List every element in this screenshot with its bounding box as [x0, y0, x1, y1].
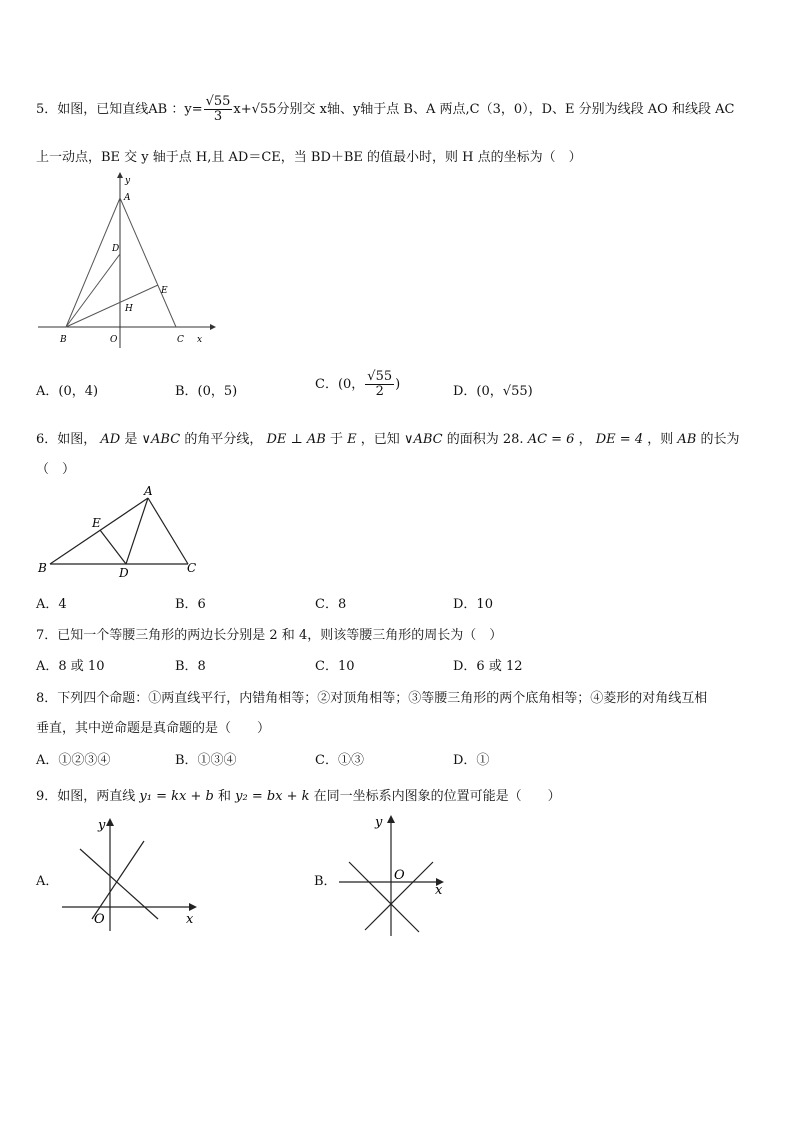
q6-text-7: ， [578, 432, 592, 447]
q5-label-o: O [110, 335, 118, 345]
q6-text-1: 6．如图， [36, 432, 97, 447]
q5-line2: 上一动点，BE 交 y 轴于点 H,且 AD＝CE，当 BD＋BE 的值最小时，则 H 点的坐标为（ ） [36, 150, 582, 165]
q6-label-e: E [92, 516, 101, 530]
q5-line1 [36, 95, 734, 124]
q6-text-4: 于 [329, 432, 343, 447]
q5-option-c-num: √55 [367, 369, 393, 384]
q6-math-5: ∨ABC [403, 432, 443, 447]
q5-option-b: B．(0，5) [175, 384, 238, 399]
q6-text-8: ，则 [647, 432, 674, 447]
q6-label-d: D [119, 566, 129, 580]
q6-text-6: 的面积为 28. [446, 432, 524, 447]
q5-segment-be [66, 285, 158, 327]
q9-figure-b [335, 810, 455, 940]
q6-label-c: C [187, 561, 197, 575]
q6-label-b: B [38, 561, 47, 575]
q9-math-1: y₁ = kx + b [139, 789, 214, 804]
q5-label-a: A [124, 193, 131, 203]
q9a-label-y: y [98, 818, 106, 833]
q6-text-3: 的角平分线， [184, 432, 263, 447]
q9a-line-1 [80, 849, 158, 919]
q5-label-b: B [60, 335, 67, 345]
q6-text-2: 是 [124, 432, 138, 447]
q9-text-2: 和 [217, 789, 231, 804]
q7-text: 7．已知一个等腰三角形的两边长分别是 2 和 4，则该等腰三角形的周长为（ ） [36, 628, 503, 643]
q6-option-b: B．6 [175, 597, 206, 612]
q5-sqrt: √55 [251, 102, 277, 117]
q7-option-a: A．8 或 10 [36, 659, 105, 674]
q6-math-2: ∨ABC [141, 432, 181, 447]
q5-option-a: A．(0，4) [36, 384, 99, 399]
q5-line1-mid: x+ [233, 102, 252, 117]
q5-option-d-sqrt: √55 [502, 384, 528, 399]
q5-label-c: C [177, 335, 184, 345]
q5-option-d [453, 380, 533, 399]
q5-fraction [204, 95, 233, 124]
q5-segment-bd [66, 254, 120, 327]
q9-text-3: 在同一坐标系内图象的位置可能是（ ） [313, 789, 561, 804]
q5-option-d-suffix: ) [527, 384, 533, 399]
q5-segment-ab [66, 198, 120, 327]
q5-label-d: D [112, 244, 120, 254]
q9-option-a: A． [36, 874, 59, 889]
q7-option-b: B．8 [175, 659, 206, 674]
q8-option-d: D．① [453, 753, 490, 768]
q6-line2: （ ） [36, 462, 76, 477]
q5-option-c [315, 370, 400, 399]
q6-math-1: AD [100, 432, 121, 447]
q5-line1-prefix: 5．如图，已知直线AB ：y= [36, 102, 203, 117]
q8-line1: 8．下列四个命题：①两直线平行，内错角相等；②对顶角相等；③等腰三角形的两个底角相等；④菱形的对角线互相 [36, 691, 708, 706]
q5-option-c-suffix: ) [395, 377, 401, 392]
q9b-label-o: O [394, 868, 405, 883]
q6-math-4: E [347, 432, 357, 447]
q9-option-b: B． [314, 874, 337, 889]
q6-math-3: DE ⊥ AB [266, 432, 326, 447]
q9b-y-arrow [387, 815, 395, 823]
q9-text-1: 9．如图，两直线 [36, 789, 136, 804]
q6-segment-ad [126, 498, 148, 564]
q9-line [36, 785, 561, 804]
q9-math-2: y₂ = bx + k [235, 789, 310, 804]
q7-option-c: C．10 [315, 659, 355, 674]
q6-segment-de [100, 530, 126, 564]
q5-figure [34, 170, 224, 350]
q6-figure [34, 480, 204, 580]
q5-label-e: E [161, 286, 168, 296]
q9-figure-a [58, 815, 203, 940]
q5-label-h: H [125, 304, 133, 314]
q5-option-c-den: 2 [375, 384, 384, 399]
q5-x-arrow [210, 324, 216, 330]
q6-math-6: AC = 6 [527, 432, 575, 447]
q9a-label-o: O [94, 912, 105, 927]
q6-math-7: DE = 4 [595, 432, 644, 447]
q6-line1 [36, 428, 740, 447]
q9b-line-1 [349, 862, 419, 932]
q6-segment-ba [50, 498, 148, 564]
q6-option-c: C．8 [315, 597, 347, 612]
q6-label-a: A [144, 484, 153, 498]
q8-line2: 垂直，其中逆命题是真命题的是（ ） [36, 721, 271, 736]
q6-segment-ac [148, 498, 188, 564]
q9a-x-arrow [189, 903, 197, 911]
q5-option-d-prefix: D．(0， [453, 384, 503, 399]
q5-option-c-fraction [365, 370, 394, 399]
q5-option-c-prefix: C．(0， [315, 377, 365, 392]
q8-option-b: B．①③④ [175, 753, 237, 768]
q9b-label-y: y [375, 815, 383, 830]
q6-text-5: ，已知 [360, 432, 400, 447]
q8-option-a: A．①②③④ [36, 753, 111, 768]
q6-math-8: AB [677, 432, 697, 447]
q6-text-9: 的长为 [700, 432, 740, 447]
q7-option-d: D．6 或 12 [453, 659, 523, 674]
q5-line1-suffix: 分别交 x轴、y轴于点 B、A 两点,C（3，0），D、E 分别为线段 AO 和线段 AC [276, 102, 735, 117]
q9a-y-arrow [106, 818, 114, 826]
q9b-label-x: x [435, 883, 443, 898]
q5-frac-den: 3 [213, 109, 223, 124]
q6-option-a: A．4 [36, 597, 67, 612]
q5-frac-num: √55 [205, 94, 231, 109]
q9a-label-x: x [186, 912, 194, 927]
q5-y-arrow [117, 172, 123, 178]
q5-label-y: y [125, 176, 131, 186]
q5-label-x: x [197, 335, 203, 345]
q8-option-c: C．①③ [315, 753, 364, 768]
q6-option-d: D．10 [453, 597, 493, 612]
